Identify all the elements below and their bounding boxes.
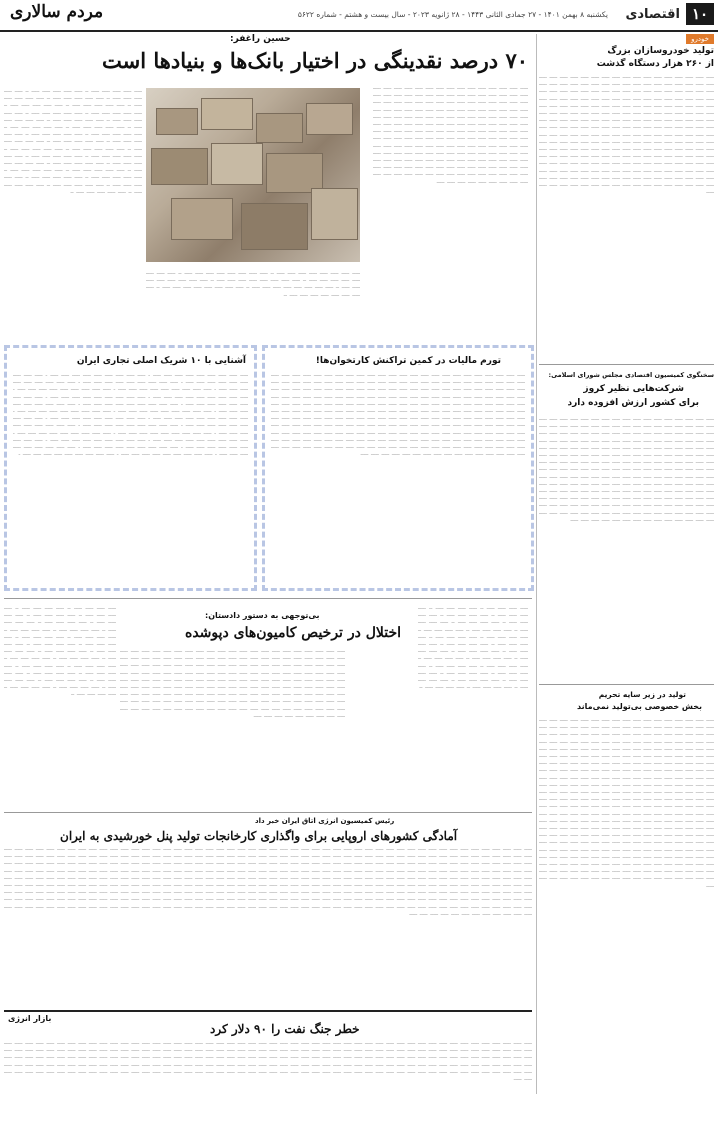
section-title: اقتصادی xyxy=(625,7,680,22)
lower-headline: آمادگی کشورهای اروپایی برای واگذاری کارخانجات تولید پنل خورشیدی به ایران xyxy=(60,829,458,843)
column-divider xyxy=(536,34,537,1094)
money-stacks-photo xyxy=(146,88,360,262)
body-text: ـــــ ـــــ ـــــ ـــــ ــ ـــــ ـــــ ـــــ ـــــ ــ ـــــ ـــــ ـــــ ـــــ ــ ـــــ ـــــ ـــــ ـــــ ــ ـــــ ـــــ ـــــ ـــــ ــ ـــــ ـــــ ـــــ ـــــ ــ ـــــ ـــــ ـــــ ـــــ ــ ـــــ ـــــ ـــــ ـــــ ــ ـــــ ـــــ ـــــ ـــــ ــ ـــــ ـــــ ـــــ ـــــ ــ ـــــ ـــــ ـــــ ـــــ ــ ـــــ ـــــ ـــــ ـــــ ــ ـــــ ـــــ ـــــ ـــــ ــ ـــــ ـــــ ـــــ ـــــ ــ ـــــ ـــــ ـــــ ـــــ ــ ـــــ ـــــ ـــــ ـــــ ــ ـــــ ـــــ ـــــ ـــــ ــ ـــــ ـــــ ـــــ ـــــ ــ ـــــ ـــــ ـــــ ـــــ ــ ـــــ ـــــ ـــــ ـــــ ــ ـــــ ـــــ ـــــ ـــــ ــ ـــــ ـــــ ـــــ ـــــ ــ ـــــ ـــــ ـــــ ـــــ ــ ـــــ ـــــ ـــــ ـــــ ــ ـــــ ـــــ ـــــ ـــــ ــ ـــــ ـــــ ـــــ ـــــ ــ ـــــ ـــــ ـــــ ـــــ ــ ـــــ ـــــ ـــــ ـــــ ــ xyxy=(4,605,116,698)
body-text: ـــــ ـــــ ـــــ ـــــ ــ ـــــ ـــــ ـــــ ـــــ ــ ـــــ ـــــ ـــــ ـــــ ــ ـــــ ـــــ ـــــ ـــــ ــ ـــــ ـــــ ـــــ ـــــ ــ ـــــ ـــــ ـــــ ـــــ ــ ـــــ ـــــ ـــــ ـــــ ــ ـــــ ـــــ ـــــ ـــــ ــ ـــــ ـــــ ـــــ ـــــ ــ ـــــ ـــــ ـــــ ـــــ ــ ـــــ ـــــ ـــــ ـــــ ــ ـــــ ـــــ ـــــ ـــــ ــ ـــــ ـــــ ـــــ ـــــ ــ ـــــ ـــــ ـــــ ـــــ ــ ـــــ ـــــ ـــــ ـــــ ــ ـــــ ـــــ ـــــ ـــــ ــ ـــــ ـــــ ـــــ ـــــ ــ ـــــ ـــــ ـــــ ـــــ ــ ـــــ ـــــ ـــــ ـــــ ــ ـــــ ـــــ ـــــ ـــــ ــ ـــــ ـــــ ـــــ ـــــ ــ ـــــ ـــــ ـــــ ـــــ ــ ـــــ ـــــ ـــــ ـــــ ــ ـــــ ـــــ ـــــ ـــــ ــ ـــــ ـــــ ـــــ ـــــ ــ ـــــ ـــــ ـــــ ـــــ ــ ـــــ ـــــ ـــــ ـــــ ــ xyxy=(418,605,528,691)
right-headline-c1: تولید در زیر سایه تحریم xyxy=(598,690,686,699)
divider xyxy=(539,684,714,685)
mid-headline: اختلال در ترخیص کامیون‌های دپوشده xyxy=(185,625,401,641)
body-text: ـــــ ـــــ ـــــ ـــــ ـــــ ـــــ ـــــ ـــــ ـــــ ـــــ ـــــ ـــــ ـــــ ـــــ ـــــ ـــــ ـــــ ـــــ ـــــ ـــــ ـــــ ـــــ ـــــ ـــــ ـــــ ـــــ ـــــ ـــــ ـــــ ـــــ ـــــ ـــــ ـــــ ـــــ ـــــ ـــــ ـــــ ـــــ ـــــ ـــــ ـــــ ـــــ ـــــ ـــــ ـــــ ـــــ ـــــ ـــــ ـــــ ـــــ ـــــ ـــــ ـــــ ـــــ ـــــ ـــــ ـــــ ـــــ ـــــ ـــــ ـــــ ـــــ ـــــ ـــــ ـــــ ـــــ ـــــ ـــــ ـــــ ـــــ ـــــ ـــــ ـــــ ـــــ ـــــ ـــــ ـــــ ـــــ ـــــ ـــــ ـــــ ـــــ ـــــ ـــــ ـــــ ـــــ ـــــ ـــــ ـــــ ـــــ ـــــ ـــــ ـــــ ـــــ ـــــ ـــــ ـــــ ـــــ ـــــ ـــــ ـــــ ـــــ ـــــ ـــــ ـــــ ـــــ ـــــ ـــــ ـــــ ـــــ ـــــ ـــــ ـــــ ـــــ ـــــ ـــــ ـــــ ـــــ ـــــ ـــــ ـــــ ـــــ ـــــ ـــــ ـــــ ـــــ ـــــ ـــــ ـــــ ـــــ ـــــ ـــــ ـــــ ـــــ ـــــ ـــــ ـــــ ـــــ ـــــ ـــــ ـــــ ـــــ ـــــ ـــــ ـــــ ـــــ ـــــ ـــــ ـــــ ـــــ ـــــ ـــــ ـــــ ـــــ ـــــ ـــــ ـــــ ـــــ ـــــ ـــــ ـــــ ـــــ ـــــ ـــــ ـــــ ـــــ ـــــ ـــــ ـــــ ـــــ ـــــ ـــــ ـــــ ـــــ ـــــ ـــــ ـــــ ـــــ ـــــ ـــــ ـــــ ـــــ ـــــ ـــــ ـــــ ـــــ ـــــ ـــــ ـــــ ـــــ ـــــ ـــــ ـــــ ـــــ ـــــ ـــــ ـــــ ـــــ ـــــ ـــــ ـــــ ـــــ ـــــ ـــــ ـــــ ـــــ ـــــ ـــــ ـــــ ـــــ ـــــ ـــــ ـــــ ـــــ ـــــ ـــــ ـــــ ـــــ ـــــ ـــــ ـــــ ـــــ ـــــ ـــــ ـــــ ـــــ ـــــ ـــــ ـــــ ـــــ ـــــ ـــــ ـــــ ـــــ ـــــ ـــــ ـــــ ـــــ ـــــ ـــــ ـــــ ـــــ ـــــ ـــــ ـــــ ـــــ ـــــ ـــــ ـــــ ـــــ ـــــ ـــــ ـــــ ـــــ ـــــ ـــــ ـــــ ـــــ ـــــ ـــــ ـــــ ـــــ ـــــ ـــــ ـــــ ـــــ ـــــ ـــــ ـــــ ـــــ ـــــ ـــــ ـــــ xyxy=(539,74,714,196)
energy-headline: خطر جنگ نفت را ۹۰ دلار کرد xyxy=(210,1022,360,1036)
body-text: ـــــ ـــــ ـــــ ـــــ ـــــ ــ ـــــ ـــــ ـــــ ـــــ ـــــ ــ ـــــ ـــــ ـــــ ـــــ ـــــ ــ ـــــ ـــــ ـــــ ـــــ ـــــ ــ ـــــ ـــــ ـــــ ـــــ ـــــ ــ ـــــ ـــــ ـــــ ـــــ ـــــ ــ ـــــ ـــــ ـــــ ـــــ ـــــ ــ ـــــ ـــــ ـــــ ـــــ ـــــ ــ ـــــ ـــــ ـــــ ـــــ ـــــ ــ ـــــ ـــــ ـــــ ـــــ ـــــ ــ ـــــ ـــــ ـــــ ـــــ ـــــ ــ ـــــ ـــــ ـــــ ـــــ ـــــ ــ ـــــ ـــــ ـــــ ـــــ ـــــ ــ ـــــ ـــــ ـــــ ـــــ ـــــ ــ ـــــ ـــــ ـــــ ـــــ ـــــ ــ ـــــ ـــــ ـــــ ـــــ ـــــ ــ ـــــ ـــــ ـــــ ـــــ ـــــ ــ ـــــ ـــــ ـــــ ـــــ ـــــ ــ ـــــ ـــــ ـــــ ـــــ ـــــ ــ ـــــ ـــــ ـــــ ـــــ ـــــ ــ ـــــ ـــــ ـــــ ـــــ ـــــ ــ ـــــ ـــــ ـــــ ـــــ ـــــ ــ ـــــ ـــــ ـــــ ـــــ ـــــ ــ ـــــ ـــــ ـــــ ـــــ ـــــ ــ ـــــ ـــــ ـــــ ـــــ ـــــ ــ ـــــ ـــــ ـــــ ـــــ ـــــ ــ ـــــ ـــــ ـــــ ـــــ ـــــ ــ ـــــ ـــــ ـــــ ـــــ ـــــ ــ ـــــ ـــــ ـــــ ـــــ ـــــ ــ ـــــ ـــــ ـــــ ـــــ ـــــ ــ ـــــ ـــــ ـــــ ـــــ ـــــ ــ ـــــ ـــــ ـــــ ـــــ ـــــ ــ ـــــ ـــــ ـــــ ـــــ ـــــ ــ ـــــ ـــــ ـــــ ـــــ ـــــ ــ xyxy=(4,88,142,195)
body-text: ـــــ ـــــ ـــــ ـــــ ـــــ ـــــ ـــــ ـــــ ـــــ ـــــ ـــــ ـــــ ـــــ ـــــ ـــــ ـــــ ـــــ ـــــ ـــــ ـــــ ـــــ ـــــ ـــــ ـــــ ـــــ ـــــ ـــــ ـــــ ـــــ ـــــ ـــــ ـــــ ـــــ ـــــ ـــــ ـــــ ـــــ ـــــ ـــــ ـــــ ـــــ ـــــ ـــــ ـــــ ـــــ ـــــ ـــــ ـــــ ـــــ ـــــ ـــــ ـــــ ـــــ ـــــ ـــــ ـــــ ـــــ ـــــ ـــــ ـــــ ـــــ ـــــ ـــــ ـــــ ـــــ ـــــ ـــــ ـــــ ـــــ ـــــ ـــــ ـــــ ـــــ ـــــ ـــــ ـــــ ـــــ ـــــ ـــــ ـــــ ـــــ ـــــ ـــــ ـــــ ـــــ ـــــ ـــــ ـــــ ـــــ ـــــ ـــــ ـــــ ـــــ ـــــ ـــــ ـــــ ـــــ ـــــ ـــــ ـــــ ـــــ ـــــ ـــــ ـــــ ـــــ ـــــ ـــــ ـــــ ـــــ ـــــ ـــــ ـــــ ـــــ ـــــ ـــــ ـــــ ـــــ ـــــ ـــــ ـــــ ـــــ ـــــ ـــــ ـــــ ـــــ ـــــ ـــــ ـــــ ـــــ ـــــ ـــــ ـــــ ـــــ ـــــ ـــــ ـــــ ـــــ ـــــ ـــــ ـــــ ـــــ ـــــ ـــــ ـــــ ـــــ ـــــ ـــــ ـــــ ـــــ ـــــ ـــــ ـــــ ـــــ ـــــ ـــــ ـــــ ـــــ ـــــ ـــــ ـــــ ـــــ ـــــ ـــــ ـــــ ـــــ ـــــ ـــــ ـــــ ـــــ ـــــ ـــــ ـــــ ـــــ ـــــ ـــــ ـــــ ـــــ ـــــ ـــــ ـــــ ـــــ ـــــ ـــــ ـــــ ـــــ ـــــ ـــــ ـــــ ـــــ ـــــ ـــــ ـــــ ـــــ ـــــ ـــــ ـــــ ـــــ ـــــ ـــــ ـــــ ـــــ ـــــ ـــــ ـــــ ـــــ ـــــ ـــــ ـــــ ـــــ ـــــ ـــــ ـــــ ـــــ ـــــ ـــــ ـــــ ـــــ ـــــ ـــــ ـــــ ـــــ ـــــ ـــــ ـــــ ـــــ ـــــ ـــــ ـــــ ـــــ ـــــ ـــــ ـــــ ـــــ ـــــ ـــــ ـــــ ـــــ ـــــ ـــــ ـــــ ـــــ ـــــ ـــــ ـــــ ـــــ ـــــ ـــــ ـــــ ـــــ ـــــ ـــــ ـــــ ـــــ ـــــ ـــــ ـــــ ـــــ ـــــ ـــــ ـــــ ـــــ ـــــ ـــــ ـــــ ـــــ ـــــ ـــــ ـــــ ـــــ ـــــ ـــــ ـــــ ـــــ ـــــ ـــــ ـــــ ـــــ ـــــ ـــــ ـــــ xyxy=(271,372,525,458)
right-headline-line-1: تولید خودروسازان بزرگ xyxy=(607,46,714,56)
body-text: ـــــ ـــــ ـــــ ـــــ ـــــ ـــــ ـــــ ـــــ ـــــ ـ ـــــ ـــــ ـــــ ـــــ ـــــ ـــــ ـــــ ـــــ ـــــ ـ ـــــ ـــــ ـــــ ـــــ ـــــ ـــــ ـــــ ـــــ ـــــ ـ ـــــ ـــــ ـــــ ـــــ ـــــ ـــــ ـــــ ـــــ ـــــ ـ ـــــ ـــــ ـــــ ـــــ ـــــ ـــــ ـــــ ـــــ ـــــ ـ ـــــ ـــــ ـــــ ـــــ ـــــ ـــــ ـــــ ـــــ ـــــ ـ ـــــ ـــــ ـــــ ـــــ ـــــ ـــــ ـــــ ـــــ ـــــ ـ ـــــ ـــــ ـــــ ـــــ ـــــ ـــــ ـــــ ـــــ ـــــ ـ ـــــ ـــــ ـــــ ـــــ ـــــ ـــــ ـــــ ـــــ ـــــ ـ ـــــ ـــــ ـــــ ـــــ ـــــ ـــــ ـــــ ـــــ ـــــ ـ ـــــ ـــــ ـــــ ـــــ ـــــ ـــــ ـــــ ـــــ ـــــ ـ ـــــ ـــــ ـــــ ـــــ ـــــ ـــــ ـــــ ـــــ ـــــ ـ ـــــ ـــــ ـــــ ـــــ ـــــ ـــــ ـــــ ـــــ ـــــ ـ ـــــ ـــــ ـــــ ـــــ ـــــ ـــــ ـــــ ـــــ ـــــ ـ ـــــ ـــــ ـــــ ـــــ ـــــ ـــــ ـــــ ـــــ ـــــ ـ ـــــ ـــــ ـــــ ـــــ ـــــ ـــــ ـــــ ـــــ ـــــ ـ ـــــ ـــــ ـــــ ـــــ ـــــ ـــــ ـــــ ـــــ ـــــ ـ ـــــ ـــــ ـــــ ـــــ ـــــ ـــــ ـــــ ـــــ ـــــ ـ ـــــ ـــــ ـــــ ـــــ ـــــ ـــــ ـــــ ـــــ ـــــ ـ ـــــ ـــــ ـــــ ـــــ ـــــ ـــــ ـــــ ـــــ ـــــ ـ ـــــ ـــــ ـــــ ـــــ ـــــ ـــــ ـــــ ـــــ ـــــ ـ ـــــ ـــــ ـــــ ـــــ ـــــ ـــــ ـــــ ـــــ ـــــ ـ ـــــ ـــــ ـــــ ـــــ ـــــ ـــــ ـــــ ـــــ ـــــ ـ ـــــ ـــــ ـــــ ـــــ ـــــ ـــــ ـــــ ـــــ ـــــ ـ ـــــ ـــــ ـــــ ـــــ ـــــ ـــــ ـــــ ـــــ ـــــ ـ ـــــ ـــــ ـــــ ـــــ ـــــ ـــــ ـــــ ـــــ ـــــ ـ ـــــ ـــــ ـــــ ـــــ ـــــ ـــــ ـــــ ـــــ ـــــ ـ ـــــ ـــــ ـــــ ـــــ ـــــ ـــــ ـــــ ـــــ ـــــ ـ xyxy=(13,372,248,458)
divider xyxy=(539,364,714,365)
energy-section-label: بازار انرژی xyxy=(8,1014,52,1023)
right-subheadline-kicker: سخنگوی کمیسیون اقتصادی مجلس شورای اسلامی: xyxy=(548,371,714,379)
box-title: تورم مالیات در کمین تراکنش کارتخوان‌ها! xyxy=(315,356,501,366)
body-text: ـــــ ـــــ ـــــ ـــــ ـــــ ـــــ ـــــ ـــــ ـــــ ـــــ ـــــ ـــــ ـــــ ـــــ ـــــ ـــــ ـــــ ـــــ ـــــ ـــــ ـــــ ـــــ ـــــ ـــــ ـــــ ـــــ ـــــ ـــــ ـــــ ـــــ ـــــ ـــــ ـــــ ـــــ ـــــ ـــــ ـــــ ـــــ ـــــ ـــــ ـــــ ـــــ ـــــ ـــــ ـــــ ـــــ ـــــ ـــــ ـــــ ـــــ ـــــ ـــــ ـــــ ـــــ ـــــ ـــــ ـــــ ـــــ ـــــ ـــــ ـــــ ـــــ ـــــ ـــــ ـــــ ـــــ ـــــ ـــــ ـــــ ـــــ ـــــ ـــــ ـــــ ـــــ ـــــ ـــــ ـــــ ـــــ ـــــ ـــــ ـــــ ـــــ ـــــ ـــــ ـــــ ـــــ ـــــ ـــــ ـــــ ـــــ ـــــ ـــــ ـــــ ـــــ ـــــ ـــــ ـــــ ـــــ ـــــ ـــــ ـــــ ـــــ ـــــ ـــــ ـــــ ـــــ ـــــ ـــــ ـــــ ـــــ ـــــ ـــــ ـــــ ـــــ ـــــ ـــــ ـــــ ـــــ ـــــ ـــــ ـــــ ـــــ ـــــ ـــــ ـــــ ـــــ ـــــ ـــــ ـــــ ـــــ ـــــ ـــــ ـــــ ـــــ ـــــ ـــــ ـــــ ـــــ ـــــ ـــــ ـــــ ـــــ ـــــ ـــــ ـــــ ـــــ ـــــ ـــــ ـــــ ـــــ ـــــ ـــــ ـــــ ـــــ ـــــ ـــــ ـــــ ـــــ ـــــ ـــــ ـــــ ـــــ ـــــ ـــــ ـــــ ـــــ ـــــ ـــــ ـــــ ـــــ ـــــ ـــــ ـــــ ـــــ ـــــ ـــــ ـــــ ـــــ ـــــ ـــــ ـــــ ـــــ ـــــ ـــــ ـــــ ـــــ ـــــ ـــــ ـــــ ـــــ ـــــ ـــــ ـــــ ـــــ ـــــ ـــــ ـــــ ـــــ ـــــ ـــــ ـــــ ـــــ ـــــ ـــــ xyxy=(373,85,528,185)
body-text: ـــــ ـــــ ـــــ ـــــ ـــــ ـــــ ـــــ ـــــ ـــــ ـــــ ـــــ ـــــ ـــــ ـــــ ـــــ ـــــ ـــــ ـــــ ـــــ ـــــ ـــــ ـــــ ـــــ ـــــ ـــــ ـــــ ـــــ ـــــ ـــــ ـــــ ـــــ ـــــ ـــــ ـــــ ـــــ ـــــ ـــــ ـــــ ـــــ ـــــ ـــــ ـــــ ـــــ ـــــ ـــــ ـــــ ـــــ ـــــ ـــــ ـــــ ـــــ ـــــ ـــــ ـــــ ـــــ ـــــ ـــــ ـــــ ـــــ ـــــ ـــــ ـــــ ـــــ ـــــ ـــــ ـــــ ـــــ ـــــ ـــــ ـــــ ـــــ ـــــ ـــــ ـــــ ـــــ ـــــ ـــــ ـــــ ـــــ ـــــ ـــــ ـــــ ـــــ ـــــ ـــــ ـــــ ـــــ ـــــ ـــــ ـــــ ـــــ ـــــ ـــــ ـــــ ـــــ ـــــ ـــــ ـــــ ـــــ ـــــ ـــــ ـــــ ـــــ ـــــ ـــــ ـــــ ـــــ ـــــ ـــــ ـــــ ـــــ ـــــ ـــــ ـــــ ـــــ ـــــ ـــــ ـــــ ـــــ ـــــ ـــــ ـــــ ـــــ ـــــ ـــــ ـــــ ـــــ ـــــ ـــــ ـــــ ـــــ ـــــ ـــــ ـــــ ـــــ ـــــ ـــــ ـــــ ـــــ ـــــ ـــــ ـــــ ـــــ ـــــ ـــــ ـــــ ـــــ ـــــ ـــــ ـــــ ـــــ ـــــ ـــــ ـــــ ـــــ ـــــ ـــــ ـــــ ـــــ ـــــ ـــــ ـــــ ـــــ ـــــ ـــــ ـــــ ـــــ ـــــ ـــــ ـــــ ـــــ ـــــ ـــــ ـــــ ـــــ ـــــ ـــــ ـــــ ـــــ ـــــ ـــــ ـــــ ـــــ ـــــ ـــــ ـــــ ـــــ ـــــ ـــــ ـــــ ـــــ ـــــ ـــــ ـــــ ـــــ ـــــ ـــــ ـــــ ـــــ ـــــ ـــــ ـــــ ـــــ ـــــ ـــــ ـــــ ـــــ ـــــ ـــــ ـــــ ـــــ ـــــ ـــــ ـــــ ـــــ ـــــ ـــــ ـــــ ـــــ ـــــ ـــــ ـــــ ـــــ ـــــ ـــــ ـــــ ـــــ ـــــ ـــــ ـــــ ـــــ ـــــ ـــــ ـــــ ـــــ ـــــ ـــــ ـــــ ـــــ ـــــ ـــــ ـــــ ـــــ ـــــ ـــــ ـــــ ـــــ ـــــ ـــــ ـــــ ـــــ ـــــ ـــــ ـــــ ـــــ ـــــ ـــــ ـــــ ـــــ ـــــ ـــــ ـــــ ـــــ ـــــ ـــــ ـــــ ـــــ ـــــ ـــــ ـــــ ـــــ ـــــ ـــــ ـــــ ـــــ ـــــ ـــــ ـــــ ـــــ ـــــ ـــــ ـــــ ـــــ ـــــ ـــــ ـــــ ـــــ ـــــ ـــــ ـــــ ـــــ ـــــ ـــــ ـــــ ـــــ ـــــ ـــــ ـــــ ـــــ ـــــ ـــــ ـــــ ـــــ ـــــ ـــــ ـــــ ـــــ ـــــ ـــــ ـــــ ـــــ ـــــ ـــــ ـــــ ـــــ ـــــ ـــــ ـــــ ـــــ ـــــ ـــــ ـــــ ـــــ ـــــ ـــــ ـــــ ـــــ ـــــ ـــــ ـــــ ـــــ ـــــ ـــــ ـــــ ـــــ ـــــ ـــــ ـــــ ـــــ ـــــ ـــــ ـــــ ـــــ ـــــ ـــــ ـــــ ـــــ ـــــ ـــــ ـــــ ـــــ ـــــ ـــــ ـــــ ـــــ ـــــ ـــــ ـــــ ـــــ ـــــ ـــــ ـــــ ـــــ ـــــ ـــــ ـــــ ـــــ ـــــ ـــــ ـــــ ـــــ ـــــ ـــــ ـــــ ـــــ ـــــ ـــــ ـــــ ـــــ ـــــ ـــــ ـــــ ـــــ ـــــ ـــــ ـــــ ـــــ ـــــ ـــــ ـــــ ـــــ ـــــ ـــــ ـــــ ـــــ ـــــ ـــــ ـــــ ـــــ ـــــ ـــــ ـــــ ـــــ ـــــ ـــــ ـــــ ـــــ ـــــ ـــــ ـــــ ـــــ ـــــ ـــــ ـــــ ـــــ ـــــ ـــــ ـــــ ـــــ ـــــ ـــــ ـــــ ـــــ ـــــ ـــــ ـــــ ـــــ ـــــ ـــــ ـــــ ـــــ ـــــ ـــــ ـــــ ـــــ ـــــ ـــــ ـــــ ـــــ ـــــ ـــــ ـــــ ـــــ ـــــ ـــــ ـــــ ـــــ ـــــ ـــــ ـــــ ـــــ ـــــ ـــــ ـــــ ـــــ ـــــ ـــــ ـــــ ـــــ ـــــ ـــــ ـــــ xyxy=(4,846,532,917)
box-card-reader-tax xyxy=(262,345,534,591)
main-kicker: حسین راغفر: xyxy=(230,34,291,44)
page-number: ۱۰ xyxy=(686,3,714,25)
body-text: ـــــ ـــــ ـــــ ـــــ ـــــ ـــــ ـــــ ـــــ ــ ـــــ ـــــ ـــــ ـــــ ـــــ ـــــ ـــــ ـــــ ــ ـــــ ـــــ ـــــ ـــــ ـــــ ـــــ ـــــ ـــــ ــ ـــــ ـــــ ـــــ ـــــ ـــــ ـــــ ـــــ ـــــ ــ ـــــ ـــــ ـــــ ـــــ ـــــ ـــــ ـــــ ـــــ ــ ـــــ ـــــ ـــــ ـــــ ـــــ ـــــ ـــــ ـــــ ــ ـــــ ـــــ ـــــ ـــــ ـــــ ـــــ ـــــ ـــــ ــ ـــــ ـــــ ـــــ ـــــ ـــــ ـــــ ـــــ ـــــ ــ xyxy=(146,270,360,298)
body-text: ـــــ ـــــ ـــــ ـــــ ـــــ ـــــ ـــــ ـــــ ـــــ ـــــ ـــــ ـــــ ـــــ ـــــ ـــــ ـــــ ـــــ ـــــ ـــــ ـــــ ـــــ ـــــ ـــــ ـــــ ـــــ ـــــ ـــــ ـــــ ـــــ ـــــ ـــــ ـــــ ـــــ ـــــ ـــــ ـــــ ـــــ ـــــ ـــــ ـــــ ـــــ ـــــ ـــــ ـــــ ـــــ ـــــ ـــــ ـــــ ـــــ ـــــ ـــــ ـــــ ـــــ ـــــ ـــــ ـــــ ـــــ ـــــ ـــــ ـــــ ـــــ ـــــ ـــــ ـــــ ـــــ ـــــ ـــــ ـــــ ـــــ ـــــ ـــــ ـــــ ـــــ ـــــ ـــــ ـــــ ـــــ ـــــ ـــــ ـــــ ـــــ ـــــ ـــــ ـــــ ـــــ ـــــ ـــــ ـــــ ـــــ ـــــ ـــــ ـــــ ـــــ ـــــ ـــــ ـــــ ـــــ ـــــ ـــــ ـــــ ـــــ ـــــ ـــــ ـــــ ـــــ ـــــ ـــــ ـــــ ـــــ ـــــ ـــــ ـــــ ـــــ ـــــ ـــــ ـــــ ـــــ ـــــ ـــــ ـــــ ـــــ ـــــ ـــــ ـــــ ـــــ ـــــ ـــــ ـــــ ـــــ ـــــ ـــــ ـــــ ـــــ ـــــ ـــــ ـــــ ـــــ ـــــ ـــــ ـــــ ـــــ ـــــ ـــــ ـــــ ـــــ ـــــ ـــــ ـــــ ـــــ ـــــ ـــــ ـــــ ـــــ ـــــ ـــــ ـــــ ـــــ ـــــ ـــــ ـــــ ـــــ ـــــ ـــــ ـــــ ـــــ ـــــ ـــــ ـــــ ـــــ ـــــ ـــــ ـــــ ـــــ ـــــ ـــــ ـــــ ـــــ ـــــ ـــــ ـــــ ـــــ ـــــ ـــــ ـــــ ـــــ ـــــ ـــــ ـــــ ـــــ ـــــ ـــــ ـــــ ـــــ ـــــ ـــــ ـــــ ـــــ ـــــ ـــــ ـــــ ـــــ ـــــ ـــــ ـــــ ـــــ ـــــ ـــــ ـــــ ـــــ ـــــ ـــــ ـــــ ـــــ ـــــ ـــــ ـــــ ـــــ ـــــ ـــــ ـــــ ـــــ ـــــ ـــــ ـــــ ـــــ ـــــ ـــــ ـــــ ـــــ ـــــ ـــــ ـــــ ـــــ ـــــ ـــــ ـــــ ـــــ ـــــ ـــــ ـــــ ـــــ ـــــ ـــــ ـــــ ـــــ ـــــ ـــــ ـــــ ـــــ ـــــ ـــــ ـــــ xyxy=(539,416,714,523)
lower-kicker: رئیس کمیسیون انرژی اتاق ایران خبر داد xyxy=(255,817,395,825)
divider xyxy=(4,1010,532,1012)
divider xyxy=(4,812,532,813)
newspaper-logo: مردم سالاری xyxy=(10,2,104,22)
dateline: یکشنبه ۸ بهمن ۱۴۰۱ - ۲۷ جمادی الثانی ۱۴۴۳ - ۲۸ ژانویه ۲۰۲۳ - سال بیست و هشتم - شماره ۵۶۲۲ xyxy=(297,10,608,19)
body-text: ـــــ ـــــ ـــــ ـــــ ـــــ ـــــ ـــــ ـــــ ـــــ ـــــ ـــــ ـــــ ـــــ ـــــ ـــــ ـــــ ـــــ ـــــ ـــــ ـــــ ـــــ ـــــ ـــــ ـــــ ـــــ ـــــ ـــــ ـــــ ـــــ ـــــ ـــــ ـــــ ـــــ ـــــ ـــــ ـــــ ـــــ ـــــ ـــــ ـــــ ـــــ ـــــ ـــــ ـــــ ـــــ ـــــ ـــــ ـــــ ـــــ ـــــ ـــــ ـــــ ـــــ ـــــ ـــــ ـــــ ـــــ ـــــ ـــــ ـــــ ـــــ ـــــ ـــــ ـــــ ـــــ ـــــ ـــــ ـــــ ـــــ ـــــ ـــــ ـــــ ـــــ ـــــ ـــــ ـــــ ـــــ ـــــ ـــــ ـــــ ـــــ ـــــ ـــــ ـــــ ـــــ ـــــ ـــــ ـــــ ـــــ ـــــ ـــــ ـــــ ـــــ ـــــ ـــــ ـــــ ـــــ ـــــ ـــــ ـــــ ـــــ ـــــ ـــــ ـــــ ـــــ ـــــ ـــــ ـــــ ـــــ ـــــ ـــــ ـــــ ـــــ ـــــ ـــــ ـــــ ـــــ ـــــ ـــــ ـــــ ـــــ ـــــ ـــــ ـــــ ـــــ ـــــ ـــــ ـــــ ـــــ ـــــ ـــــ ـــــ ـــــ ـــــ ـــــ ـــــ ـــــ ـــــ ـــــ ـــــ ـــــ ـــــ ـــــ ـــــ ـــــ ـــــ ـــــ ـــــ ـــــ ـــــ ـــــ ـــــ ـــــ ـــــ ـــــ ـــــ ـــــ ـــــ ـــــ ـــــ ـــــ ـــــ ـــــ ـــــ ـــــ ـــــ ـــــ ـــــ ـــــ ـــــ ـــــ ـــــ ـــــ ـــــ ـــــ ـــــ ـــــ ـــــ ـــــ ـــــ ـــــ ـــــ ـــــ ـــــ ـــــ ـــــ ـــــ ـــــ ـــــ ـــــ ـــــ ـــــ ـــــ ـــــ ـــــ ـــــ ـــــ ـــــ ـــــ ـــــ ـــــ ـــــ ـــــ ـــــ ـــــ ـــــ ـــــ ـــــ ـــــ ـــــ ـــــ ـــــ ـــــ ـــــ ـــــ ـــــ ـــــ ـــــ ـــــ ـــــ ـــــ ـــــ ـــــ ـــــ ـــــ ـــــ ـــــ ـــــ ـــــ ـــــ ـــــ ـــــ ـــــ ـــــ ـــــ ـــــ ـــــ ـــــ ـــــ ـــــ ـــــ ـــــ ـــــ ـــــ ـــــ ـــــ ـــــ ـــــ ـــــ ـــــ ـــــ ـــــ xyxy=(4,1040,532,1083)
right-headline-c2: بخش خصوصی بی‌تولید نمی‌ماند xyxy=(577,702,702,711)
right-subheadline-1: شرکت‌هایی نظیر کروز xyxy=(583,384,684,394)
divider xyxy=(4,598,532,599)
right-subheadline-2: برای کشور ارزش افزوده دارد xyxy=(567,398,699,408)
box-title: آشنایی با ۱۰ شریک اصلی تجاری ایران xyxy=(76,356,246,366)
box-trade-partners xyxy=(4,345,257,591)
body-text: ـــــ ـــــ ـــــ ـــــ ـــــ ـــــ ـــــ ـــــ ـــــ ـــــ ـــــ ـــــ ـــــ ـــــ ـــــ ـــــ ـــــ ـــــ ـــــ ـــــ ـــــ ـــــ ـــــ ـــــ ـــــ ـــــ ـــــ ـــــ ـــــ ـــــ ـــــ ـــــ ـــــ ـــــ ـــــ ـــــ ـــــ ـــــ ـــــ ـــــ ـــــ ـــــ ـــــ ـــــ ـــــ ـــــ ـــــ ـــــ ـــــ ـــــ ـــــ ـــــ ـــــ ـــــ ـــــ ـــــ ـــــ ـــــ ـــــ ـــــ ـــــ ـــــ ـــــ ـــــ ـــــ ـــــ ـــــ ـــــ ـــــ ـــــ ـــــ ـــــ ـــــ ـــــ ـــــ ـــــ ـــــ ـــــ ـــــ ـــــ ـــــ ـــــ ـــــ ـــــ ـــــ ـــــ ـــــ ـــــ ـــــ ـــــ ـــــ ـــــ ـــــ ـــــ ـــــ ـــــ ـــــ ـــــ ـــــ ـــــ ـــــ ـــــ ـــــ ـــــ ـــــ ـــــ ـــــ ـــــ ـــــ ـــــ ـــــ ـــــ ـــــ ـــــ ـــــ ـــــ ـــــ ـــــ ـــــ ـــــ ـــــ ـــــ ـــــ ـــــ ـــــ ـــــ ـــــ ـــــ ـــــ ـــــ ـــــ ـــــ ـــــ ـــــ ـــــ ـــــ ـــــ ـــــ ـــــ ـــــ ـــــ ـــــ ـــــ ـــــ ـــــ ـــــ ـــــ ـــــ ـــــ ـــــ ـــــ ـــــ ـــــ ـــــ ـــــ ـــــ ـــــ ـــــ ـــــ ـــــ ـــــ ـــــ ـــــ ـــــ ـــــ ـــــ ـــــ ـــــ ـــــ ـــــ ـــــ ـــــ ـــــ ـــــ ـــــ ـــــ ـــــ ـــــ ـــــ ـــــ ـــــ ـــــ ـــــ ـــــ ـــــ ـــــ ـــــ ـــــ ـــــ ـــــ ـــــ ـــــ ـــــ ـــــ ـــــ ـــــ ـــــ ـــــ xyxy=(120,648,345,719)
category-tag: خودرو xyxy=(686,34,714,44)
right-headline-line-2: از ۲۶۰ هزار دستگاه گذشت xyxy=(596,59,714,69)
page-header xyxy=(0,0,718,32)
body-text: ـــــ ـــــ ـــــ ـــــ ـــــ ـــــ ـــــ ـــــ ـــــ ـــــ ـــــ ـــــ ـــــ ـــــ ـــــ ـــــ ـــــ ـــــ ـــــ ـــــ ـــــ ـــــ ـــــ ـــــ ـــــ ـــــ ـــــ ـــــ ـــــ ـــــ ـــــ ـــــ ـــــ ـــــ ـــــ ـــــ ـــــ ـــــ ـــــ ـــــ ـــــ ـــــ ـــــ ـــــ ـــــ ـــــ ـــــ ـــــ ـــــ ـــــ ـــــ ـــــ ـــــ ـــــ ـــــ ـــــ ـــــ ـــــ ـــــ ـــــ ـــــ ـــــ ـــــ ـــــ ـــــ ـــــ ـــــ ـــــ ـــــ ـــــ ـــــ ـــــ ـــــ ـــــ ـــــ ـــــ ـــــ ـــــ ـــــ ـــــ ـــــ ـــــ ـــــ ـــــ ـــــ ـــــ ـــــ ـــــ ـــــ ـــــ ـــــ ـــــ ـــــ ـــــ ـــــ ـــــ ـــــ ـــــ ـــــ ـــــ ـــــ ـــــ ـــــ ـــــ ـــــ ـــــ ـــــ ـــــ ـــــ ـــــ ـــــ ـــــ ـــــ ـــــ ـــــ ـــــ ـــــ ـــــ ـــــ ـــــ ـــــ ـــــ ـــــ ـــــ ـــــ ـــــ ـــــ ـــــ ـــــ ـــــ ـــــ ـــــ ـــــ ـــــ ـــــ ـــــ ـــــ ـــــ ـــــ ـــــ ـــــ ـــــ ـــــ ـــــ ـــــ ـــــ ـــــ ـــــ ـــــ ـــــ ـــــ ـــــ ـــــ ـــــ ـــــ ـــــ ـــــ ـــــ ـــــ ـــــ ـــــ ـــــ ـــــ ـــــ ـــــ ـــــ ـــــ ـــــ ـــــ ـــــ ـــــ ـــــ ـــــ ـــــ ـــــ ـــــ ـــــ ـــــ ـــــ ـــــ ـــــ ـــــ ـــــ ـــــ ـــــ ـــــ ـــــ ـــــ ـــــ ـــــ ـــــ ـــــ ـــــ ـــــ ـــــ ـــــ ـــــ ـــــ ـــــ ـــــ ـــــ ـــــ ـــــ ـــــ ـــــ ـــــ ـــــ ـــــ ـــــ ـــــ ـــــ ـــــ ـــــ ـــــ ـــــ ـــــ ـــــ ـــــ ـــــ ـــــ ـــــ ـــــ ـــــ ـــــ ـــــ ـــــ ـــــ ـــــ ـــــ ـــــ ـــــ ـــــ ـــــ ـــــ ـــــ ـــــ ـــــ ـــــ ـــــ ـــــ ـــــ ـــــ ـــــ ـــــ ـــــ ـــــ ـــــ ـــــ ـــــ ـــــ ـــــ ـــــ ـــــ ـــــ ـــــ ـــــ ـــــ ـــــ ـــــ ـــــ ـــــ ـــــ ـــــ ـــــ ـــــ ـــــ ـــــ ـــــ ـــــ ـــــ ـــــ ـــــ ـــــ ـــــ ـــــ ـــــ ـــــ ـــــ ـــــ ـــــ ـــــ ـــــ ـــــ ـــــ ـــــ ـــــ ـــــ ـــــ ـــــ ـــــ ـــــ ـــــ ـــــ ـــــ ـــــ ـــــ ـــــ ـــــ ـــــ ـــــ ـــــ ـــــ ـــــ ـــــ ـــــ ـــــ ـــــ ـــــ ـــــ ـــــ ـــــ ـــــ ـــــ ـــــ ـــــ ـــــ ـــــ ـــــ ـــــ ـــــ ـــــ ـــــ ـــــ ـــــ ـــــ ـــــ ـــــ ـــــ ـــــ ـــــ ـــــ ـــــ ـــــ ـــــ ـــــ ـــــ ـــــ ـــــ ـــــ ـــــ ـــــ ـــــ ـــــ ـــــ ـــــ ـــــ ـــــ ـــــ ـــــ ـــــ ـــــ ـــــ ـــــ ـــــ ـــــ ـــــ ـــــ ـــــ ـــــ ـــــ ـــــ ـــــ ـــــ ـــــ ـــــ ـــــ ـــــ ـــــ ـــــ ـــــ ـــــ ـــــ ـــــ ـــــ ـــــ ـــــ ـــــ ـــــ ـــــ ـــــ ـــــ ـــــ ـــــ ـــــ ـــــ ـــــ ـــــ ـــــ ـــــ ـــــ ـــــ ـــــ xyxy=(539,717,714,889)
mid-kicker: بی‌توجهی به دستور دادستان: xyxy=(205,611,320,620)
right-column xyxy=(539,34,714,1130)
main-headline: ۷۰ درصد نقدینگی در اختیار بانک‌ها و بنیادها است xyxy=(102,48,528,73)
